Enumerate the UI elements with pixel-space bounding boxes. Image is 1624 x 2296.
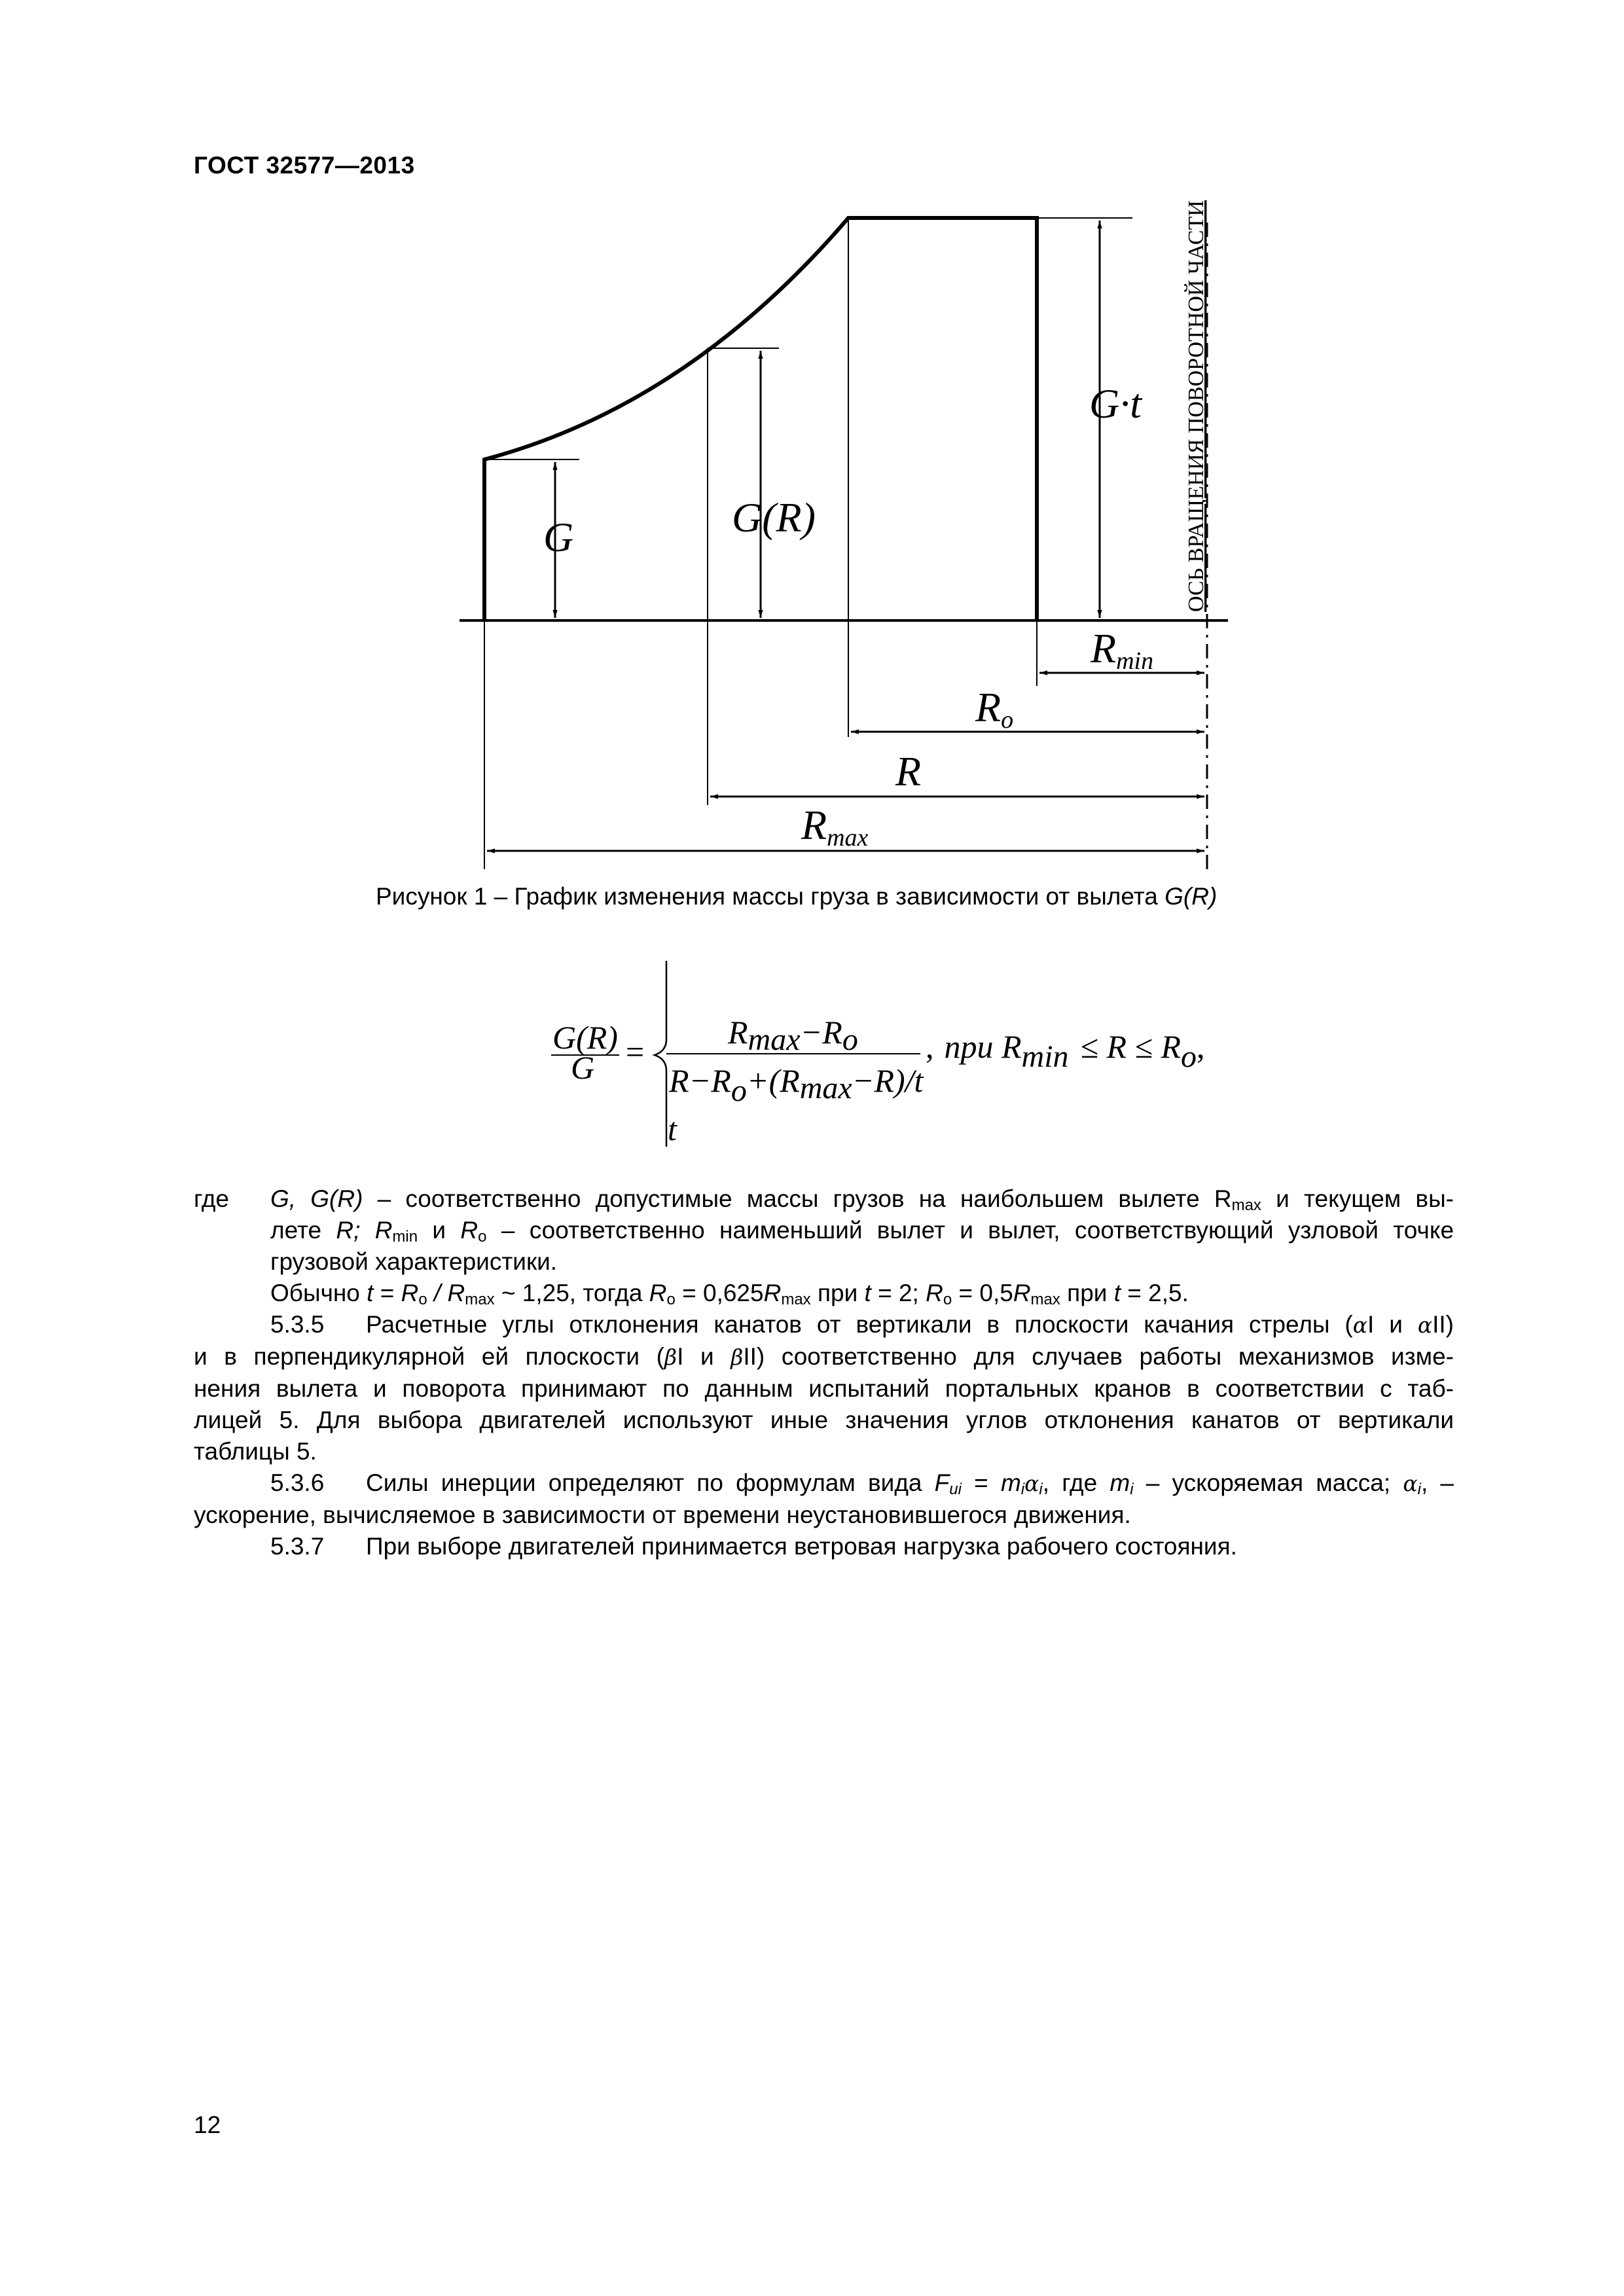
para-5-3-5-line-1: 5.3.5 Расчетные углы отклонения канатов от вертикали в плоскости качания стрелы (αI и αII)	[270, 1311, 1454, 1338]
where-block	[194, 1183, 1454, 1309]
label-rmin: Rmin	[1091, 625, 1154, 675]
rotation-axis-label: ОСЬ ВРАЩЕНИЯ ПОВОРОТНОЙ ЧАСТИ	[1184, 200, 1208, 612]
para-5-3-6-line-1: 5.3.6 Силы инерции определяют по формулам вида $F_{ui} = m_i\alpha_i$, где $m_i$ – ускоряемая масса; $\alpha_i$, –	[270, 1469, 1454, 1498]
formula-eq: =	[626, 1033, 645, 1070]
formula-frac-num: Rmax−Ro	[728, 1014, 858, 1057]
body-text	[194, 1183, 1454, 1562]
para-5-3-5-line-3: нения вылета и поворота принимают по данным испытаний портальных кранов в соответствии с таб-	[194, 1375, 1454, 1402]
load-chart-figure	[0, 0, 1624, 916]
where-line-4: Обычно $t = R_o / R_{max}$ ~ 1,25, тогда $R_o = 0,625R_{max}$ при t = 2; $R_o = 0,5R_{max}$ при t = 2,5.	[270, 1280, 1189, 1308]
para-5-3-5-line-4: лицей 5. Для выбора двигателей используют иные значения углов отклонения канатов от вертикали	[194, 1407, 1454, 1433]
where-line-2: лете R; $R_{min}$ и $R_o$ – соответственно наименьший вылет и вылет, соответствующий узловой точке	[270, 1217, 1454, 1246]
where-line-1: G, G(R) – соответственно допустимые массы грузов на наибольшем вылете $R_{max}$ и текущем вы-	[270, 1185, 1454, 1214]
formula-brace	[655, 961, 666, 1147]
where-label: где	[194, 1185, 230, 1212]
label-gt: G·t	[1089, 380, 1142, 427]
formula-second-case: t	[668, 1111, 677, 1147]
para-5-3-7: 5.3.7 При выборе двигателей принимается ветровая нагрузка рабочего состояния.	[270, 1533, 1237, 1560]
label-g: G	[543, 514, 574, 560]
page-number: 12	[194, 2111, 221, 2138]
formula-lhs-num: G(R)	[552, 1019, 618, 1056]
para-5-3-5-line-5: таблицы 5.	[194, 1438, 317, 1465]
label-r: R	[895, 748, 922, 795]
document-header: ГОСТ 32577—2013	[194, 152, 415, 179]
formula-frac-den: R−Ro+(Rmax−R)/t	[669, 1062, 924, 1108]
formula-lhs-den: G	[571, 1049, 595, 1086]
para-5-3-5-line-2: и в перпендикулярной ей плоскости (βI и βII) соответственно для случаев работы механизмов изме-	[194, 1343, 1454, 1370]
figure-caption: Рисунок 1 – График изменения массы груза в зависимости от вылета G(R)	[376, 883, 1218, 910]
label-rmax: Rmax	[801, 802, 869, 852]
formula-condition: , при Rmin ≤ R ≤ Ro,	[926, 1028, 1205, 1074]
label-gr: G(R)	[732, 494, 816, 541]
where-line-3: грузовой характеристики.	[270, 1248, 558, 1275]
label-ro: Ro	[975, 684, 1014, 734]
para-5-3-6-line-2: ускорение, вычисляемое в зависимости от времени неустановившегося движения.	[194, 1501, 1131, 1528]
